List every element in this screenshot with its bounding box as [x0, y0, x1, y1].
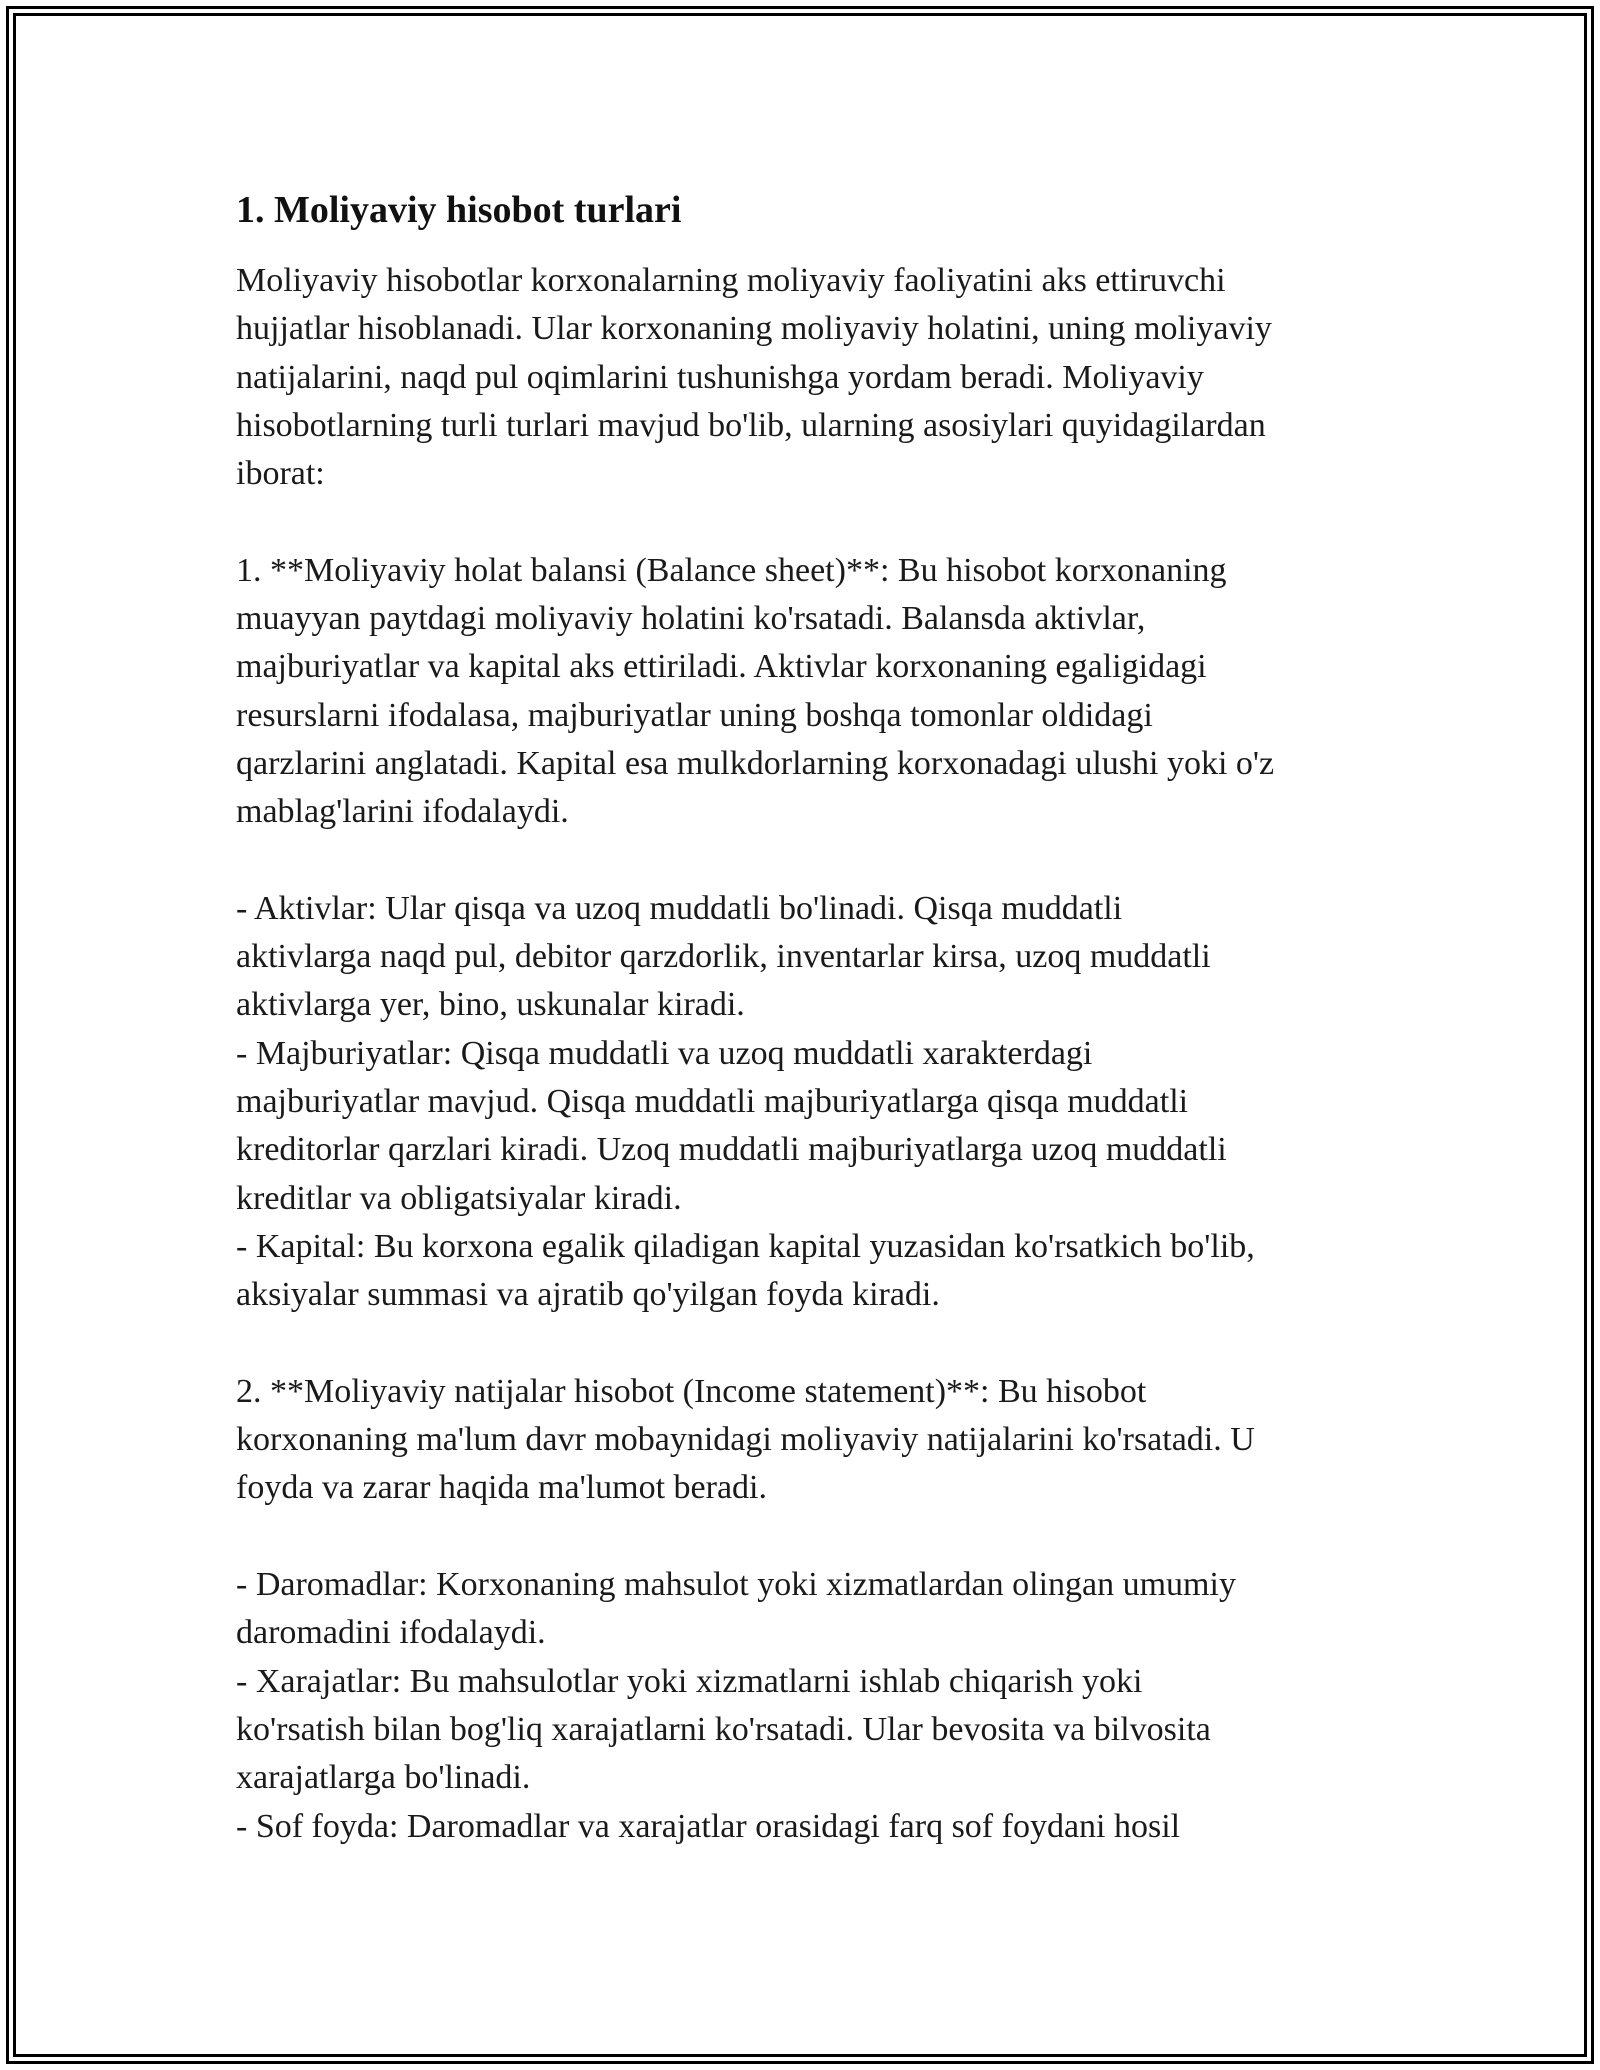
balance-sheet-paragraph: 1. **Moliyaviy holat balansi (Balance sheet)**: Bu hisobot korxonaning muayyan paytdagi moliyaviy holatini ko'rsatadi. Balansda aktivlar, majburiyatlar va kapital aks ettiriladi. Aktivlar korxonaning egaligidagi resurslarni ifodalasa, majburiyatlar uning boshqa tomonlar oldidagi qarzlarini anglatadi. Kapital esa mulkdorlarning korxonadagi ulushi yoki o'z mablag'larini ifodalaydi. — [236, 551, 1275, 831]
balance-sheet-subitems: - Aktivlar: Ular qisqa va uzoq muddatli bo'linadi. Qisqa muddatli aktivlarga naqd pul, debitor qarzdorlik, inventarlar kirsa, uzoq muddatli aktivlarga yer, bino, uskunalar kiradi. - Majburiyatlar: Qisqa muddatli va uzoq muddatli xarakterdagi majburiyatlar mavjud. Qisqa muddatli majburiyatlarga qisqa muddatli kreditorlar qarzlari kiradi. Uzoq muddatli majburiyatlarga uzoq muddatli kreditlar va obligatsiyalar kiradi. - Kapital: Bu korxona egalik qiladigan kapital yuzasidan ko'rsatkich bo'lib, aksiyalar summasi va ajratib qo'yilgan foyda kiradi. — [236, 889, 1255, 1314]
document-body — [236, 186, 1396, 1851]
intro-paragraph: Moliyaviy hisobotlar korxonalarning moliyaviy faoliyatini aks ettiruvchi hujjatlar hisoblanadi. Ular korxonaning moliyaviy holatini, uning moliyaviy natijalarini, naqd pul oqimlarini tushunishga yordam beradi. Moliyaviy hisobotlarning turli turlari mavjud bo'lib, ularning asosiylari quyidagilardan iborat: — [236, 262, 1272, 493]
section-heading: 1. Moliyaviy hisobot turlari — [236, 189, 682, 231]
paragraph-gap — [236, 1320, 1396, 1368]
paragraph-gap — [236, 498, 1396, 546]
paragraph-gap — [236, 837, 1396, 885]
income-statement-subitems: - Daromadlar: Korxonaning mahsulot yoki xizmatlardan olingan umumiy daromadini ifodalaydi. - Xarajatlar: Bu mahsulotlar yoki xizmatlarni ishlab chiqarish yoki ko'rsatish bilan bog'liq xarajatlarni ko'rsatadi. Ular bevosita va bilvosita xarajatlarga bo'linadi. - Sof foyda: Daromadlar va xarajatlar orasidagi farq sof foydani hosil — [236, 1566, 1236, 1845]
income-statement-paragraph: 2. **Moliyaviy natijalar hisobot (Income statement)**: Bu hisobot korxonaning ma'lum davr mobaynidagi moliyaviy natijalarini ko'rsatadi. U foyda va zarar haqida ma'lumot beradi. — [236, 1372, 1255, 1507]
paragraph-gap — [236, 1513, 1396, 1561]
